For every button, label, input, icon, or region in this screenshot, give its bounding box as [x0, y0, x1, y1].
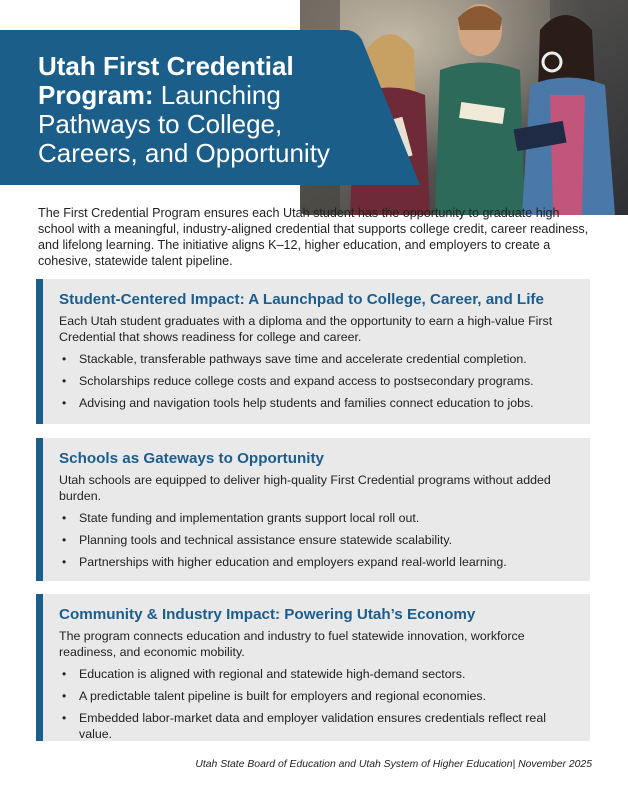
list-item-text: Embedded labor-market data and employer validation ensures credentials reflect real value. [79, 711, 546, 741]
list-item [59, 373, 576, 389]
section-heading: Schools as Gateways to Opportunity [59, 450, 324, 467]
bullet-icon: • [62, 667, 67, 681]
list-item [59, 554, 576, 570]
list-item [59, 666, 576, 682]
list-item-text: Planning tools and technical assistance ensure statewide scalability. [79, 533, 453, 547]
list-item [59, 510, 576, 526]
page-title [38, 52, 368, 168]
list-item-text: Stackable, transferable pathways save time and accelerate credential completion. [79, 352, 527, 366]
bullet-list [59, 351, 576, 411]
bullet-icon: • [62, 555, 67, 569]
bullet-icon: • [62, 396, 67, 410]
section-community-industry [36, 594, 590, 741]
page-title-bold: Utah First Credential Program: [38, 51, 294, 110]
bullet-icon: • [62, 689, 67, 703]
bullet-icon: • [62, 511, 67, 525]
bullet-list [59, 666, 576, 742]
list-item-text: Education is aligned with regional and statewide high-demand sectors. [79, 667, 466, 681]
section-lead: Each Utah student graduates with a diploma and the opportunity to earn a high-value First Credential that shows readiness for college and career. [59, 314, 553, 344]
list-item [59, 395, 576, 411]
footer-credit: Utah State Board of Education and Utah System of Higher Education| November 2025 [195, 759, 592, 770]
bullet-icon: • [62, 352, 67, 366]
list-item [59, 710, 576, 742]
list-item [59, 351, 576, 367]
list-item-text: State funding and implementation grants support local roll out. [79, 511, 420, 525]
section-schools-gateways [36, 438, 590, 581]
list-item-text: Partnerships with higher education and employers expand real-world learning. [79, 555, 507, 569]
list-item [59, 688, 576, 704]
section-lead: Utah schools are equipped to deliver high-quality First Credential programs without added burden. [59, 473, 551, 503]
list-item-text: Advising and navigation tools help students and families connect education to jobs. [79, 396, 534, 410]
title-band [0, 30, 420, 185]
section-student-impact [36, 279, 590, 424]
hero-banner [0, 0, 628, 215]
section-heading: Student-Centered Impact: A Launchpad to College, Career, and Life [59, 291, 544, 308]
bullet-list [59, 510, 576, 570]
bullet-icon: • [62, 533, 67, 547]
section-heading: Community & Industry Impact: Powering Utah’s Economy [59, 606, 476, 623]
intro-paragraph: The First Credential Program ensures each Utah student has the opportunity to graduate high school with a meaningful, industry-aligned credential that supports college credit, career readiness, and lifelong learning. The initiative aligns K–12, higher education, and employers to create a cohesive, statewide talent pipeline. [38, 206, 589, 268]
bullet-icon: • [62, 374, 67, 388]
list-item-text: A predictable talent pipeline is built for employers and regional economies. [79, 689, 487, 703]
list-item [59, 532, 576, 548]
section-lead: The program connects education and industry to fuel statewide innovation, workforce readiness, and economic mobility. [59, 629, 525, 659]
list-item-text: Scholarships reduce college costs and expand access to postsecondary programs. [79, 374, 534, 388]
bullet-icon: • [62, 711, 67, 725]
page-title-light: Launching Pathways to College, Careers, and Opportunity [38, 80, 330, 168]
